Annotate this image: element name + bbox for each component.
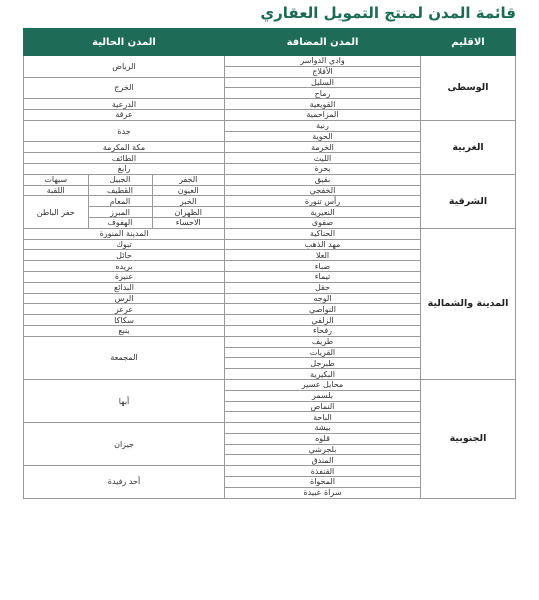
current-city: الرس bbox=[24, 293, 225, 304]
current-city: المبرز bbox=[88, 207, 152, 218]
added-city: السليل bbox=[225, 77, 421, 88]
added-city: المزاحمية bbox=[225, 109, 421, 120]
added-city: الليث bbox=[225, 153, 421, 164]
current-city: الهفوف bbox=[88, 217, 152, 227]
added-city: الحناكية bbox=[225, 228, 421, 239]
current-city: سيهات bbox=[24, 175, 88, 185]
added-city: بحرة bbox=[225, 163, 421, 174]
cities-table bbox=[23, 28, 516, 499]
header-current: المدن الحالية bbox=[24, 29, 225, 56]
current-city: الخبر bbox=[152, 196, 224, 207]
added-city: النماص bbox=[225, 401, 421, 412]
added-city: بقيق bbox=[225, 174, 421, 185]
added-city: القويعية bbox=[225, 99, 421, 110]
current-city: جيزان bbox=[24, 423, 225, 466]
current-city: ينبع bbox=[24, 325, 225, 336]
current-city: بريده bbox=[24, 261, 225, 272]
region-cell: الوسطى bbox=[421, 56, 516, 121]
current-city: الرياض bbox=[24, 56, 225, 78]
added-city: صفوى bbox=[225, 217, 421, 228]
page-title: قائمة المدن لمنتج التمويل العقاري bbox=[260, 4, 516, 22]
table-row bbox=[24, 379, 516, 390]
added-city: الوجه bbox=[225, 293, 421, 304]
region-cell: الغربية bbox=[421, 120, 516, 174]
added-city: الحوية bbox=[225, 131, 421, 142]
current-city: المجمعة bbox=[24, 336, 225, 379]
added-city: الخفجي bbox=[225, 185, 421, 196]
added-city: رأس تنورة bbox=[225, 196, 421, 207]
added-city: رنية bbox=[225, 120, 421, 131]
table-header-row bbox=[24, 29, 516, 56]
current-city: الجفر bbox=[152, 175, 224, 185]
current-city: الظهران bbox=[152, 207, 224, 218]
current-city: اللقبة bbox=[24, 185, 88, 196]
current-city: الطائف bbox=[24, 153, 225, 164]
current-city: المعام bbox=[88, 196, 152, 207]
region-cell: الشرقية bbox=[421, 174, 516, 228]
added-city: العلا bbox=[225, 250, 421, 261]
header-region: الاقليم bbox=[421, 29, 516, 56]
current-city: حفر الباطن bbox=[36, 207, 75, 217]
added-city: النواصي bbox=[225, 304, 421, 315]
current-city: عنيزة bbox=[24, 271, 225, 282]
current-city: حائل bbox=[24, 250, 225, 261]
current-city: سكاكا bbox=[24, 315, 225, 326]
current-city: الاحساء bbox=[152, 217, 224, 227]
added-city: الخرمة bbox=[225, 142, 421, 153]
table-row bbox=[24, 56, 516, 67]
added-city: القريات bbox=[225, 347, 421, 358]
region-cell: الجنوبية bbox=[421, 379, 516, 498]
added-city: المخواة bbox=[225, 477, 421, 488]
region-cell: المدينة والشمالية bbox=[421, 228, 516, 379]
added-city: محايل عسير bbox=[225, 379, 421, 390]
added-city: المندق bbox=[225, 455, 421, 466]
added-city: طبرجل bbox=[225, 358, 421, 369]
current-city: القطيف bbox=[88, 185, 152, 196]
added-city: رفحاء bbox=[225, 325, 421, 336]
added-city: الأفلاج bbox=[225, 66, 421, 77]
added-city: ضباء bbox=[225, 261, 421, 272]
eastern-current-cell bbox=[24, 174, 225, 228]
added-city: تيماء bbox=[225, 271, 421, 282]
current-city: عرقة bbox=[24, 109, 225, 120]
current-city: المدينة المنورة bbox=[24, 228, 225, 239]
table-row bbox=[24, 120, 516, 131]
table-row bbox=[24, 174, 516, 185]
added-city: رماح bbox=[225, 88, 421, 99]
current-city: البدائع bbox=[24, 282, 225, 293]
added-city: الزلفي bbox=[225, 315, 421, 326]
header-added: المدن المضافة bbox=[225, 29, 421, 56]
current-city: تبوك bbox=[24, 239, 225, 250]
added-city: قلوه bbox=[225, 433, 421, 444]
added-city: الباحة bbox=[225, 412, 421, 423]
added-city: القنفذة bbox=[225, 466, 421, 477]
table-row bbox=[24, 228, 516, 239]
current-city: رابغ bbox=[24, 163, 225, 174]
added-city: بلجرشي bbox=[225, 444, 421, 455]
added-city: وادي الدواسر bbox=[225, 56, 421, 67]
added-city: حقل bbox=[225, 282, 421, 293]
added-city: سراة عبيدة bbox=[225, 487, 421, 498]
current-city: جدة bbox=[24, 120, 225, 142]
current-city: الجبيل bbox=[88, 175, 152, 185]
added-city: مهد الذهب bbox=[225, 239, 421, 250]
current-city: أحد رفيدة bbox=[24, 466, 225, 498]
added-city: بلسمر bbox=[225, 390, 421, 401]
added-city: طريف bbox=[225, 336, 421, 347]
current-city: الدرعية bbox=[24, 99, 225, 110]
current-city: العيون bbox=[152, 185, 224, 196]
current-city: مكة المكرمة bbox=[24, 142, 225, 153]
current-city: أبها bbox=[24, 379, 225, 422]
current-city: الخرج bbox=[24, 77, 225, 99]
added-city: النعيرية bbox=[225, 207, 421, 218]
current-city: عرعر bbox=[24, 304, 225, 315]
added-city: بيشة bbox=[225, 423, 421, 434]
added-city: البكيرية bbox=[225, 369, 421, 380]
